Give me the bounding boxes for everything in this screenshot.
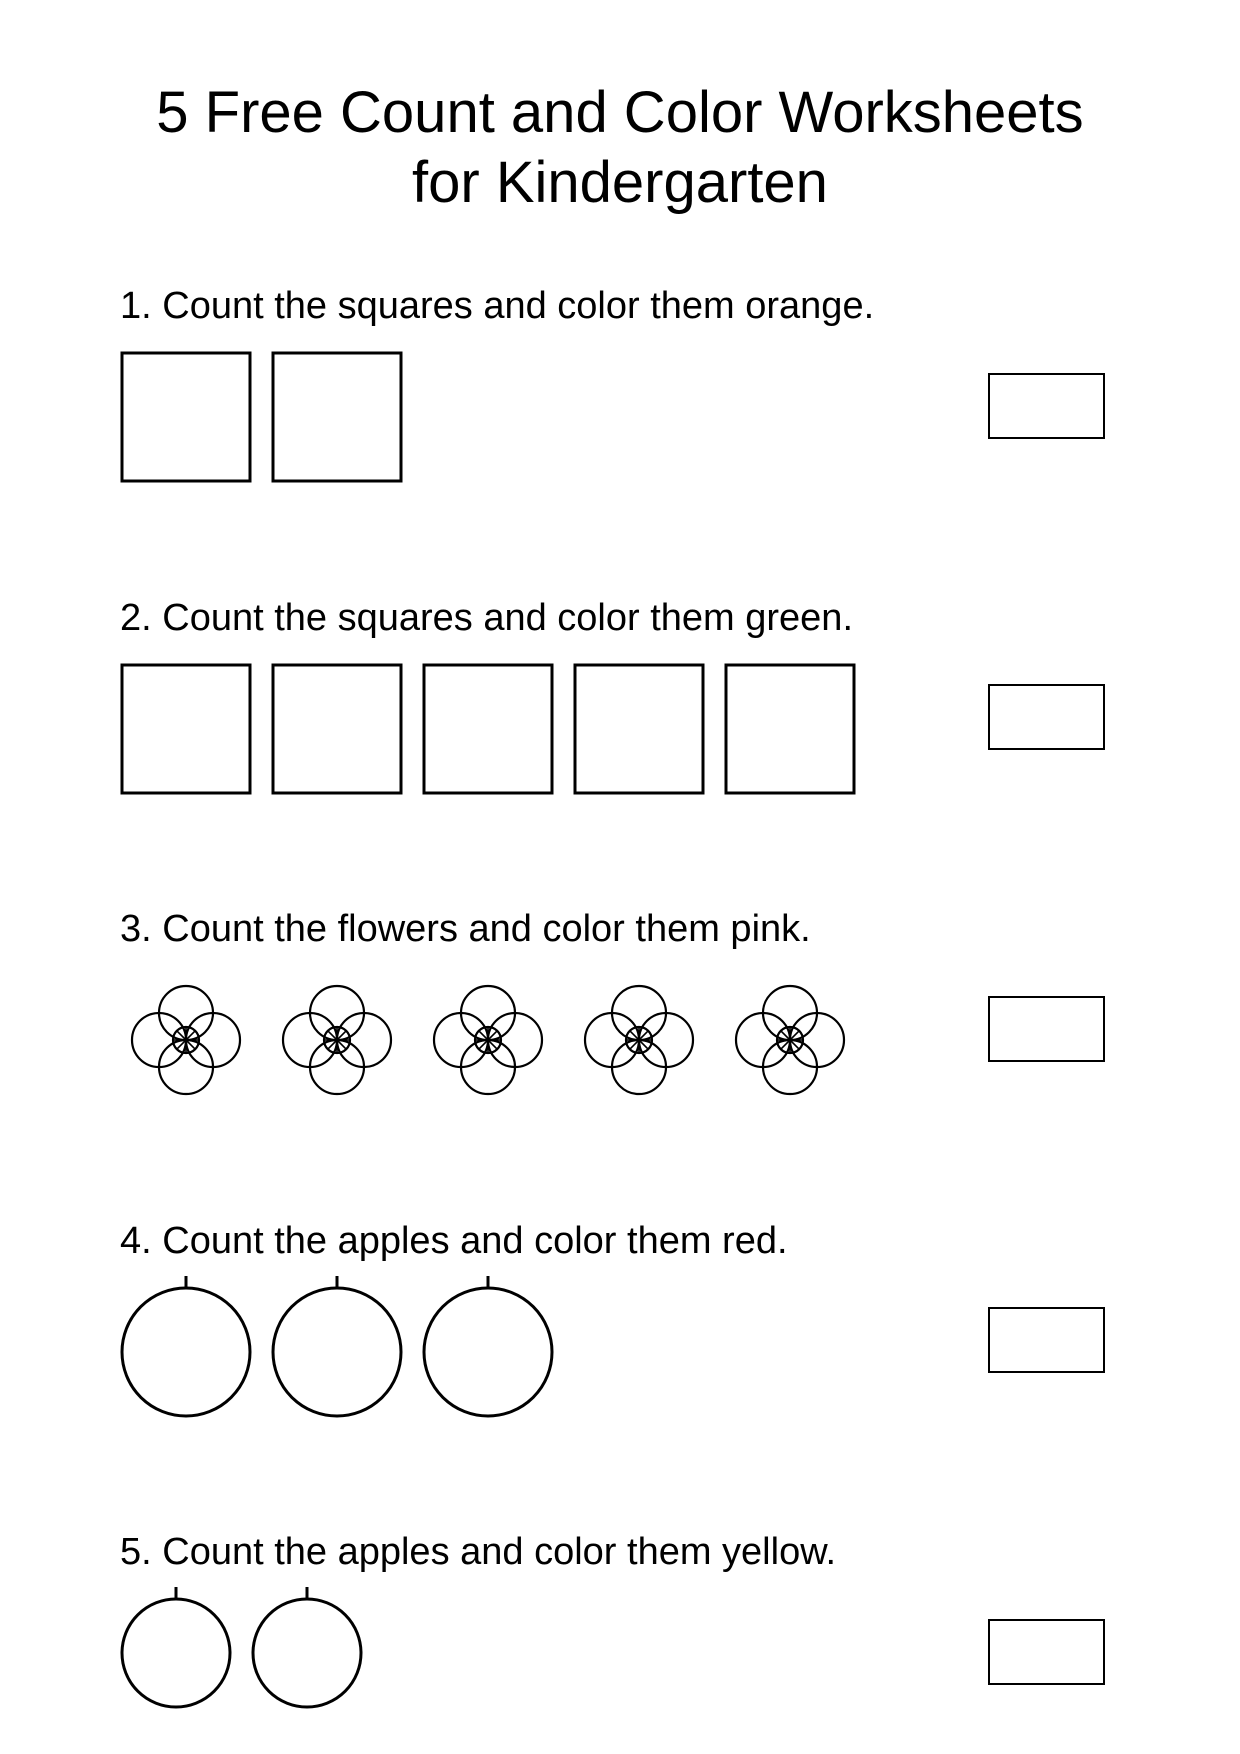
- question-2-text: 2. Count the squares and color them green.: [120, 597, 854, 639]
- answer-box-3[interactable]: [988, 996, 1105, 1062]
- answer-box-1[interactable]: [988, 373, 1105, 439]
- answer-box-5[interactable]: [988, 1619, 1105, 1685]
- apple-q5-2[interactable]: [253, 1587, 361, 1707]
- apple-q4-2[interactable]: [273, 1276, 401, 1416]
- flower-q3-1[interactable]: [132, 986, 240, 1094]
- square-q1-2[interactable]: [273, 353, 401, 481]
- flower-q3-2[interactable]: [283, 986, 391, 1094]
- apple-q4-3[interactable]: [424, 1276, 552, 1416]
- question-3-text: 3. Count the flowers and color them pink.: [120, 908, 811, 950]
- square-q2-4[interactable]: [575, 665, 703, 793]
- question-5-text: 5. Count the apples and color them yellow.: [120, 1531, 837, 1573]
- question-1-text: 1. Count the squares and color them orange.: [120, 285, 875, 327]
- title-line-1: 5 Free Count and Color Worksheets: [156, 80, 1084, 145]
- square-q2-2[interactable]: [273, 665, 401, 793]
- flower-q3-5[interactable]: [736, 986, 844, 1094]
- title-line-2: for Kindergarten: [412, 150, 828, 215]
- square-q1-1[interactable]: [122, 353, 250, 481]
- square-q2-5[interactable]: [726, 665, 854, 793]
- apple-q4-1[interactable]: [122, 1276, 250, 1416]
- flower-q3-3[interactable]: [434, 986, 542, 1094]
- square-q2-1[interactable]: [122, 665, 250, 793]
- square-q2-3[interactable]: [424, 665, 552, 793]
- answer-box-2[interactable]: [988, 684, 1105, 750]
- flower-q3-4[interactable]: [585, 986, 693, 1094]
- apple-q5-1[interactable]: [122, 1587, 230, 1707]
- answer-box-4[interactable]: [988, 1307, 1105, 1373]
- question-4-text: 4. Count the apples and color them red.: [120, 1220, 788, 1262]
